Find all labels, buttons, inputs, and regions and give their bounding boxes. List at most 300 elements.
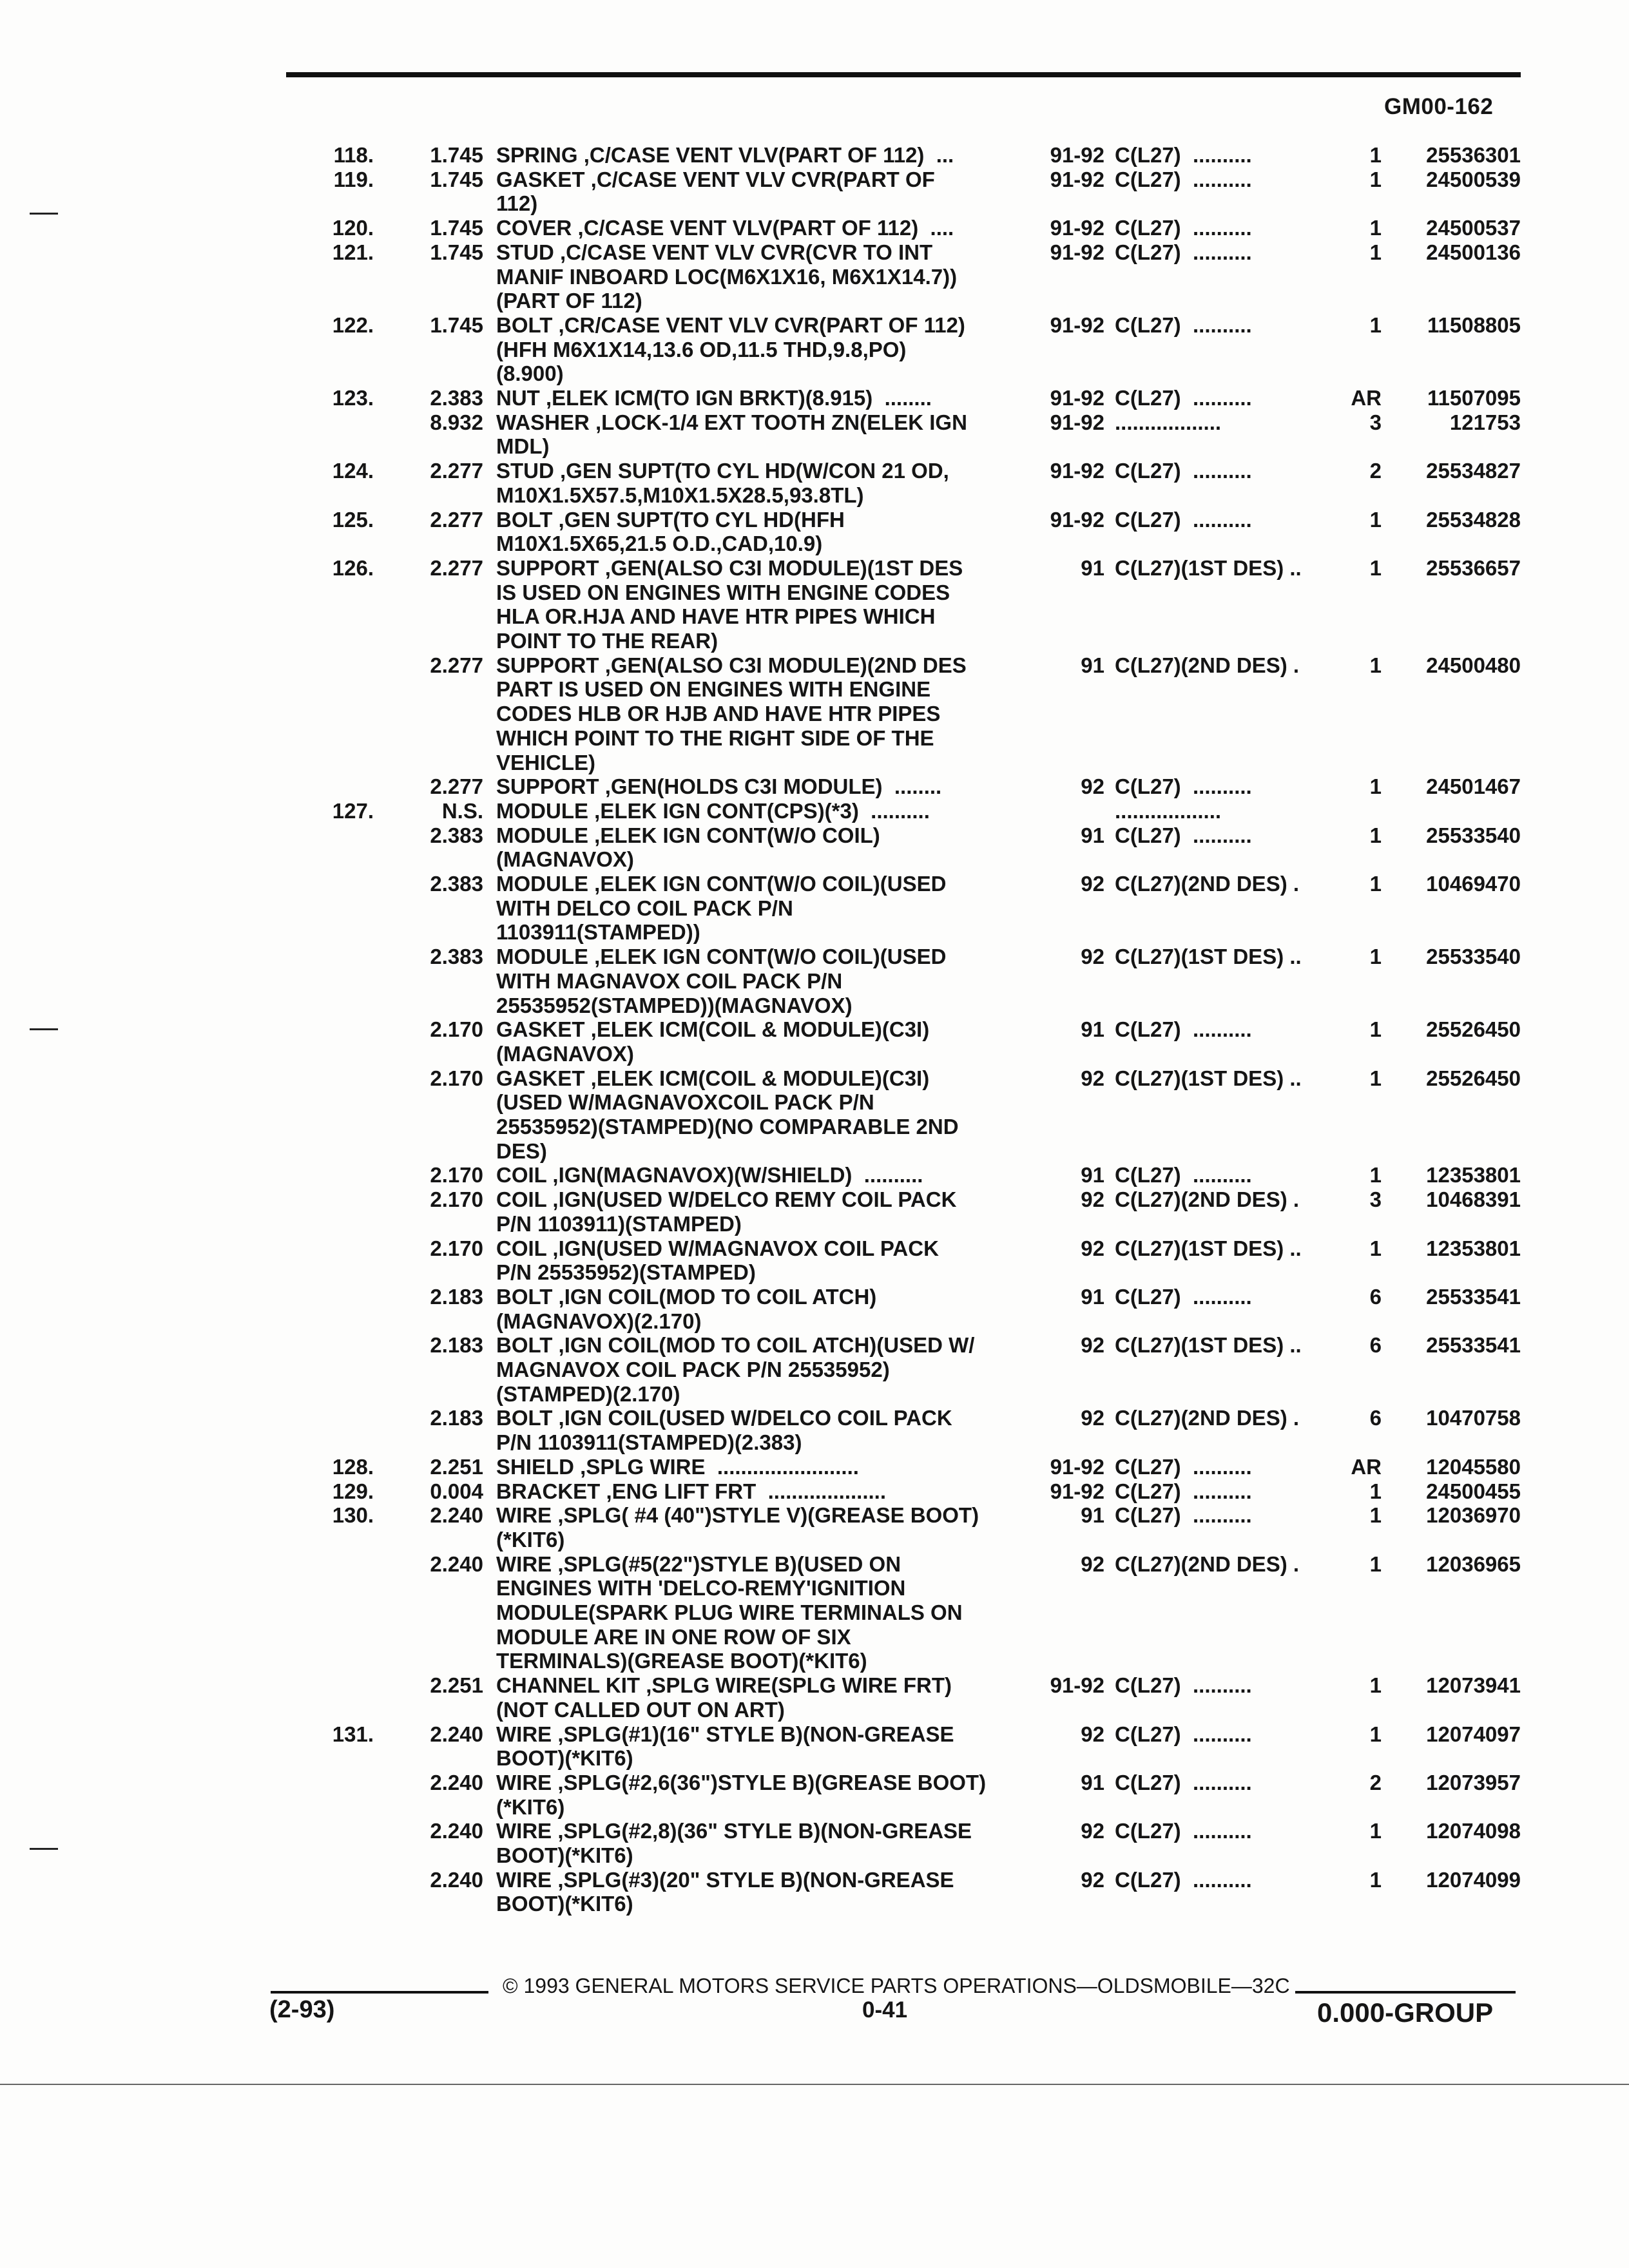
item-number: 128. xyxy=(332,1454,374,1479)
part-number: 12074098 xyxy=(1426,1819,1521,1843)
quantity: 1 xyxy=(1369,872,1382,896)
model-code: C(L27) .......... xyxy=(1115,312,1252,337)
group-number: 2.183 xyxy=(430,1333,483,1358)
model-code: C(L27) .......... xyxy=(1115,386,1252,410)
part-description: MODULE ,ELEK IGN CONT(W/O COIL) xyxy=(496,823,880,847)
quantity: 1 xyxy=(1369,945,1382,969)
quantity: 3 xyxy=(1369,1187,1382,1212)
part-description: WIRE ,SPLG(#3)(20" STYLE B)(NON-GREASE xyxy=(496,1867,954,1892)
group-number: 2.240 xyxy=(430,1722,483,1746)
part-description: BRACKET ,ENG LIFT FRT .................... xyxy=(496,1479,887,1503)
model-year: 91-92 xyxy=(1050,410,1104,434)
part-number: 10470758 xyxy=(1426,1406,1521,1430)
date-code: (2-93) xyxy=(269,1996,335,2023)
group-number: 2.277 xyxy=(430,774,483,799)
parts-row xyxy=(0,1868,1629,1892)
parts-row xyxy=(0,1090,1629,1115)
part-description: STUD ,C/CASE VENT VLV CVR(CVR TO INT xyxy=(496,240,933,264)
group-number: 2.240 xyxy=(430,1819,483,1843)
bottom-rule xyxy=(0,2084,1629,2085)
parts-row xyxy=(0,1309,1629,1334)
part-number: 12353801 xyxy=(1426,1163,1521,1187)
model-code: C(L27) .......... xyxy=(1115,143,1252,167)
quantity: 1 xyxy=(1369,1017,1382,1042)
parts-row xyxy=(0,168,1629,192)
parts-row xyxy=(0,1017,1629,1042)
parts-row xyxy=(0,1455,1629,1479)
model-code: C(L27) .......... xyxy=(1115,1017,1252,1042)
part-description: SUPPORT ,GEN(HOLDS C3I MODULE) ........ xyxy=(496,774,942,799)
quantity: 1 xyxy=(1369,312,1382,337)
parts-row xyxy=(0,629,1629,653)
group-number: 2.170 xyxy=(430,1187,483,1212)
model-year: 92 xyxy=(1081,872,1104,896)
parts-row xyxy=(0,751,1629,775)
part-description: CODES HLB OR HJB AND HAVE HTR PIPES xyxy=(496,702,941,726)
parts-row xyxy=(0,1722,1629,1747)
quantity: 1 xyxy=(1369,1722,1382,1746)
model-year: 91-92 xyxy=(1050,167,1104,191)
model-code: C(L27) .......... xyxy=(1115,507,1252,532)
part-description: BOOT)(*KIT6) xyxy=(496,1843,633,1867)
group-number: 2.383 xyxy=(430,823,483,847)
parts-row xyxy=(0,191,1629,216)
part-description: P/N 25535952)(STAMPED) xyxy=(496,1260,756,1285)
parts-row xyxy=(0,1528,1629,1552)
part-description: WIRE ,SPLG( #4 (40")STYLE V)(GREASE BOOT) xyxy=(496,1503,979,1528)
part-description: GASKET ,ELEK ICM(COIL & MODULE)(C3I) xyxy=(496,1017,930,1042)
part-number: 24500537 xyxy=(1426,216,1521,240)
parts-row xyxy=(0,459,1629,483)
group-number: 8.932 xyxy=(430,410,483,434)
parts-row xyxy=(0,508,1629,532)
model-year: 92 xyxy=(1081,1236,1104,1260)
parts-row xyxy=(0,434,1629,459)
part-description: BOLT ,IGN COIL(USED W/DELCO COIL PACK xyxy=(496,1406,952,1430)
footer-rule-right xyxy=(1295,1991,1516,1994)
parts-row xyxy=(0,1163,1629,1187)
model-year: 91 xyxy=(1081,823,1104,847)
model-year: 91 xyxy=(1081,1163,1104,1187)
group-number: N.S. xyxy=(441,798,483,823)
group-number: 2.240 xyxy=(430,1552,483,1576)
part-description: STUD ,GEN SUPT(TO CYL HD(W/CON 21 OD, xyxy=(496,459,949,483)
part-description: (HFH M6X1X14,13.6 OD,11.5 THD,9.8,PO) xyxy=(496,337,907,361)
part-description: BOOT)(*KIT6) xyxy=(496,1892,633,1916)
model-year: 91 xyxy=(1081,1770,1104,1794)
group-number: 2.383 xyxy=(430,945,483,969)
parts-row xyxy=(0,361,1629,386)
part-description: M10X1.5X65,21.5 O.D.,CAD,10.9) xyxy=(496,532,823,556)
group-number: 2.277 xyxy=(430,459,483,483)
part-description: MODULE ,ELEK IGN CONT(CPS)(*3) .......... xyxy=(496,798,930,823)
part-description: COVER ,C/CASE VENT VLV(PART OF 112) .... xyxy=(496,216,954,240)
group-number: 2.170 xyxy=(430,1236,483,1260)
part-description: GASKET ,C/CASE VENT VLV CVR(PART OF xyxy=(496,167,935,191)
part-number: 12073941 xyxy=(1426,1673,1521,1698)
part-number: 25526450 xyxy=(1426,1017,1521,1042)
parts-row xyxy=(0,1285,1629,1309)
item-number: 125. xyxy=(332,507,374,532)
part-number: 25533541 xyxy=(1426,1333,1521,1358)
model-code: C(L27) .......... xyxy=(1115,1503,1252,1528)
parts-row xyxy=(0,969,1629,994)
model-year: 92 xyxy=(1081,1552,1104,1576)
part-description: SPRING ,C/CASE VENT VLV(PART OF 112) ... xyxy=(496,143,954,167)
part-description: 25535952(STAMPED))(MAGNAVOX) xyxy=(496,993,853,1017)
group-number: 1.745 xyxy=(430,240,483,264)
part-number: 121753 xyxy=(1449,410,1521,434)
group-number: 1.745 xyxy=(430,216,483,240)
parts-row xyxy=(0,386,1629,410)
part-number: 24501467 xyxy=(1426,774,1521,799)
part-description: (8.900) xyxy=(496,361,564,386)
model-year: 91-92 xyxy=(1050,1673,1104,1698)
group-number: 2.277 xyxy=(430,555,483,580)
model-year: 91 xyxy=(1081,1503,1104,1528)
quantity: 1 xyxy=(1369,653,1382,677)
parts-row xyxy=(0,1843,1629,1868)
model-code: C(L27)(2ND DES) . xyxy=(1115,653,1300,677)
model-year: 91-92 xyxy=(1050,240,1104,264)
model-year: 91-92 xyxy=(1050,216,1104,240)
parts-row xyxy=(0,1673,1629,1698)
model-code: C(L27) .......... xyxy=(1115,823,1252,847)
item-number: 123. xyxy=(332,386,374,410)
model-code: C(L27)(2ND DES) . xyxy=(1115,1406,1300,1430)
parts-row xyxy=(0,265,1629,289)
quantity: 1 xyxy=(1369,507,1382,532)
part-description: HLA OR.HJA AND HAVE HTR PIPES WHICH xyxy=(496,604,936,629)
model-code: C(L27) .......... xyxy=(1115,240,1252,264)
part-description: MANIF INBOARD LOC(M6X1X16, M6X1X14.7)) xyxy=(496,264,958,289)
part-number: 25536301 xyxy=(1426,143,1521,167)
model-code: C(L27) .......... xyxy=(1115,1163,1252,1187)
model-code: C(L27) .......... xyxy=(1115,1454,1252,1479)
quantity: 1 xyxy=(1369,240,1382,264)
part-description: (NOT CALLED OUT ON ART) xyxy=(496,1697,785,1722)
quantity: 1 xyxy=(1369,774,1382,799)
parts-row xyxy=(0,289,1629,313)
part-description: (MAGNAVOX)(2.170) xyxy=(496,1309,702,1333)
model-year: 91-92 xyxy=(1050,312,1104,337)
quantity: 1 xyxy=(1369,1236,1382,1260)
part-description: P/N 1103911)(STAMPED) xyxy=(496,1211,742,1236)
part-description: WIRE ,SPLG(#1)(16" STYLE B)(NON-GREASE xyxy=(496,1722,954,1746)
part-description: BOOT)(*KIT6) xyxy=(496,1746,633,1771)
quantity: 6 xyxy=(1369,1333,1382,1358)
model-year: 91 xyxy=(1081,1284,1104,1309)
quantity: 6 xyxy=(1369,1406,1382,1430)
part-number: 24500455 xyxy=(1426,1479,1521,1503)
part-description: BOLT ,CR/CASE VENT VLV CVR(PART OF 112) xyxy=(496,312,965,337)
part-number: 12074099 xyxy=(1426,1867,1521,1892)
item-number: 131. xyxy=(332,1722,374,1746)
parts-row xyxy=(0,216,1629,240)
part-description: IS USED ON ENGINES WITH ENGINE CODES xyxy=(496,580,950,604)
group-number: 2.170 xyxy=(430,1017,483,1042)
item-number: 118. xyxy=(333,143,374,167)
part-description: (*KIT6) xyxy=(496,1527,565,1552)
parts-row xyxy=(0,1649,1629,1673)
parts-row xyxy=(0,1406,1629,1430)
model-year: 91-92 xyxy=(1050,507,1104,532)
part-description: GASKET ,ELEK ICM(COIL & MODULE)(C3I) xyxy=(496,1066,930,1090)
item-number: 119. xyxy=(333,167,374,191)
part-description: SHIELD ,SPLG WIRE ........................ xyxy=(496,1454,859,1479)
part-number: 24500539 xyxy=(1426,167,1521,191)
quantity: 1 xyxy=(1369,823,1382,847)
model-year: 92 xyxy=(1081,1066,1104,1090)
part-number: 24500480 xyxy=(1426,653,1521,677)
parts-row xyxy=(0,313,1629,338)
part-description: COIL ,IGN(USED W/DELCO REMY COIL PACK xyxy=(496,1187,957,1212)
part-description: (USED W/MAGNAVOXCOIL PACK P/N xyxy=(496,1090,874,1115)
model-code: C(L27)(2ND DES) . xyxy=(1115,1187,1300,1212)
model-year: 92 xyxy=(1081,774,1104,799)
part-number: 12073957 xyxy=(1426,1770,1521,1794)
item-number: 126. xyxy=(332,555,374,580)
group-label: 0.000-GROUP xyxy=(1317,1997,1494,2028)
part-description: SUPPORT ,GEN(ALSO C3I MODULE)(2ND DES xyxy=(496,653,967,677)
part-description: (STAMPED)(2.170) xyxy=(496,1381,680,1406)
model-code: .................. xyxy=(1115,410,1222,434)
part-description: TERMINALS)(GREASE BOOT)(*KIT6) xyxy=(496,1649,867,1673)
model-code: C(L27) .......... xyxy=(1115,167,1252,191)
parts-row xyxy=(0,1139,1629,1164)
model-year: 92 xyxy=(1081,1722,1104,1746)
item-number: 120. xyxy=(332,216,374,240)
part-description: (*KIT6) xyxy=(496,1794,565,1819)
parts-row xyxy=(0,1358,1629,1382)
parts-row xyxy=(0,847,1629,872)
part-description: P/N 1103911(STAMPED)(2.383) xyxy=(496,1430,802,1455)
group-number: 2.170 xyxy=(430,1163,483,1187)
parts-row xyxy=(0,896,1629,921)
quantity: 1 xyxy=(1369,555,1382,580)
part-description: MAGNAVOX COIL PACK P/N 25535952) xyxy=(496,1358,890,1381)
part-description: COIL ,IGN(USED W/MAGNAVOX COIL PACK xyxy=(496,1236,939,1260)
model-code: C(L27)(1ST DES) .. xyxy=(1115,945,1302,969)
model-year: 92 xyxy=(1081,1819,1104,1843)
parts-row xyxy=(0,483,1629,508)
model-year: 92 xyxy=(1081,1333,1104,1358)
parts-row xyxy=(0,1212,1629,1236)
parts-row xyxy=(0,1333,1629,1358)
parts-row xyxy=(0,532,1629,556)
parts-row xyxy=(0,581,1629,605)
group-number: 2.183 xyxy=(430,1406,483,1430)
footer-rule-left xyxy=(271,1991,488,1994)
model-code: .................. xyxy=(1115,798,1222,823)
document-id: GM00-162 xyxy=(1384,94,1494,119)
quantity: 1 xyxy=(1369,216,1382,240)
part-description: VEHICLE) xyxy=(496,750,596,774)
part-description: 25535952)(STAMPED)(NO COMPARABLE 2ND xyxy=(496,1115,959,1139)
parts-row xyxy=(0,1600,1629,1625)
part-number: 25536657 xyxy=(1426,555,1521,580)
part-number: 10468391 xyxy=(1426,1187,1521,1212)
part-description: MODULE ,ELEK IGN CONT(W/O COIL)(USED xyxy=(496,872,947,896)
quantity: 6 xyxy=(1369,1284,1382,1309)
quantity: 1 xyxy=(1369,1066,1382,1090)
parts-row xyxy=(0,1066,1629,1091)
part-description: PART IS USED ON ENGINES WITH ENGINE xyxy=(496,677,931,702)
model-year: 92 xyxy=(1081,1406,1104,1430)
part-number: 25534828 xyxy=(1426,507,1521,532)
part-description: 112) xyxy=(496,191,538,216)
parts-row xyxy=(0,604,1629,629)
part-number: 25533541 xyxy=(1426,1284,1521,1309)
part-description: MODULE ,ELEK IGN CONT(W/O COIL)(USED xyxy=(496,945,947,969)
parts-row xyxy=(0,1260,1629,1285)
part-number: 24500136 xyxy=(1426,240,1521,264)
parts-row xyxy=(0,1430,1629,1455)
parts-row xyxy=(0,1187,1629,1212)
quantity: 1 xyxy=(1369,167,1382,191)
part-description: WITH MAGNAVOX COIL PACK P/N xyxy=(496,968,843,993)
part-description: ENGINES WITH 'DELCO-REMY'IGNITION xyxy=(496,1576,906,1600)
model-code: C(L27) .......... xyxy=(1115,1284,1252,1309)
model-code: C(L27) .......... xyxy=(1115,459,1252,483)
parts-row xyxy=(0,920,1629,945)
parts-row xyxy=(0,653,1629,678)
parts-row xyxy=(0,1552,1629,1577)
quantity: 2 xyxy=(1369,1770,1382,1794)
group-number: 2.277 xyxy=(430,653,483,677)
part-description: BOLT ,IGN COIL(MOD TO COIL ATCH)(USED W/ xyxy=(496,1333,975,1358)
part-description: BOLT ,GEN SUPT(TO CYL HD(HFH xyxy=(496,507,845,532)
model-year: 91-92 xyxy=(1050,143,1104,167)
part-number: 11507095 xyxy=(1427,386,1521,410)
parts-row xyxy=(0,872,1629,896)
parts-row xyxy=(0,945,1629,969)
quantity: 1 xyxy=(1369,1673,1382,1698)
part-description: WIRE ,SPLG(#5(22")STYLE B)(USED ON xyxy=(496,1552,901,1576)
parts-row xyxy=(0,799,1629,823)
parts-row xyxy=(0,702,1629,726)
parts-row xyxy=(0,1382,1629,1407)
quantity: 1 xyxy=(1369,1163,1382,1187)
part-number: 12074097 xyxy=(1426,1722,1521,1746)
parts-row xyxy=(0,1771,1629,1795)
parts-row xyxy=(0,143,1629,168)
quantity: 1 xyxy=(1369,1552,1382,1576)
parts-row xyxy=(0,240,1629,265)
parts-row xyxy=(0,1479,1629,1504)
part-description: WIRE ,SPLG(#2,6(36")STYLE B)(GREASE BOOT) xyxy=(496,1770,987,1794)
model-year: 91 xyxy=(1081,1017,1104,1042)
quantity: AR xyxy=(1351,1454,1382,1479)
group-number: 1.745 xyxy=(430,143,483,167)
parts-row xyxy=(0,1795,1629,1820)
group-number: 2.240 xyxy=(430,1867,483,1892)
part-description: MODULE ARE IN ONE ROW OF SIX xyxy=(496,1624,851,1649)
part-description: SUPPORT ,GEN(ALSO C3I MODULE)(1ST DES xyxy=(496,555,963,580)
group-number: 2.251 xyxy=(430,1454,483,1479)
parts-row xyxy=(0,677,1629,702)
model-year: 91 xyxy=(1081,555,1104,580)
model-code: C(L27) .......... xyxy=(1115,1770,1252,1794)
model-code: C(L27)(1ST DES) .. xyxy=(1115,555,1302,580)
quantity: 2 xyxy=(1369,459,1382,483)
item-number: 122. xyxy=(332,312,374,337)
parts-row xyxy=(0,1819,1629,1843)
parts-row xyxy=(0,1236,1629,1261)
quantity: 1 xyxy=(1369,1867,1382,1892)
part-description: WIRE ,SPLG(#2,8)(36" STYLE B)(NON-GREASE xyxy=(496,1819,972,1843)
parts-row xyxy=(0,1115,1629,1139)
part-number: 12045580 xyxy=(1426,1454,1521,1479)
part-number: 25533540 xyxy=(1426,823,1521,847)
group-number: 2.251 xyxy=(430,1673,483,1698)
copyright-notice: © 1993 GENERAL MOTORS SERVICE PARTS OPERATIONS—OLDSMOBILE—32C xyxy=(503,1974,1290,1997)
parts-row xyxy=(0,1503,1629,1528)
model-year: 92 xyxy=(1081,1187,1104,1212)
quantity: 1 xyxy=(1369,1503,1382,1528)
part-description: WASHER ,LOCK-1/4 EXT TOOTH ZN(ELEK IGN xyxy=(496,410,967,434)
model-year: 92 xyxy=(1081,1867,1104,1892)
part-number: 11508805 xyxy=(1427,312,1521,337)
group-number: 2.183 xyxy=(430,1284,483,1309)
part-description: NUT ,ELEK ICM(TO IGN BRKT)(8.915) ........ xyxy=(496,386,932,410)
part-number: 12353801 xyxy=(1426,1236,1521,1260)
part-description: (MAGNAVOX) xyxy=(496,847,634,872)
item-number: 121. xyxy=(332,240,374,264)
part-number: 25534827 xyxy=(1426,459,1521,483)
parts-row xyxy=(0,823,1629,848)
model-code: C(L27)(2ND DES) . xyxy=(1115,872,1300,896)
group-number: 2.277 xyxy=(430,507,483,532)
model-year: 91-92 xyxy=(1050,459,1104,483)
model-code: C(L27) .......... xyxy=(1115,1722,1252,1746)
part-description: WHICH POINT TO THE RIGHT SIDE OF THE xyxy=(496,726,934,750)
group-number: 2.170 xyxy=(430,1066,483,1090)
parts-row xyxy=(0,1892,1629,1916)
part-number: 12036965 xyxy=(1426,1552,1521,1576)
group-number: 2.240 xyxy=(430,1770,483,1794)
parts-row xyxy=(0,1698,1629,1722)
model-code: C(L27) .......... xyxy=(1115,1479,1252,1503)
quantity: 1 xyxy=(1369,1479,1382,1503)
part-description: BOLT ,IGN COIL(MOD TO COIL ATCH) xyxy=(496,1284,877,1309)
model-year: 91-92 xyxy=(1050,386,1104,410)
item-number: 127. xyxy=(332,798,374,823)
model-code: C(L27) .......... xyxy=(1115,1819,1252,1843)
item-number: 130. xyxy=(332,1503,374,1528)
part-description: COIL ,IGN(MAGNAVOX)(W/SHIELD) .......... xyxy=(496,1163,923,1187)
quantity: 1 xyxy=(1369,1819,1382,1843)
parts-row xyxy=(0,410,1629,435)
model-year: 91 xyxy=(1081,653,1104,677)
model-year: 92 xyxy=(1081,945,1104,969)
group-number: 2.383 xyxy=(430,872,483,896)
quantity: 1 xyxy=(1369,143,1382,167)
parts-row xyxy=(0,726,1629,751)
part-number: 25533540 xyxy=(1426,945,1521,969)
quantity: 3 xyxy=(1369,410,1382,434)
parts-row xyxy=(0,994,1629,1018)
model-code: C(L27)(1ST DES) .. xyxy=(1115,1236,1302,1260)
quantity: AR xyxy=(1351,386,1382,410)
part-number: 10469470 xyxy=(1426,872,1521,896)
part-description: (PART OF 112) xyxy=(496,289,642,313)
part-description: POINT TO THE REAR) xyxy=(496,629,718,653)
part-description: 1103911(STAMPED)) xyxy=(496,920,700,945)
part-description: MODULE(SPARK PLUG WIRE TERMINALS ON xyxy=(496,1600,963,1624)
item-number: 129. xyxy=(332,1479,374,1503)
group-number: 1.745 xyxy=(430,312,483,337)
